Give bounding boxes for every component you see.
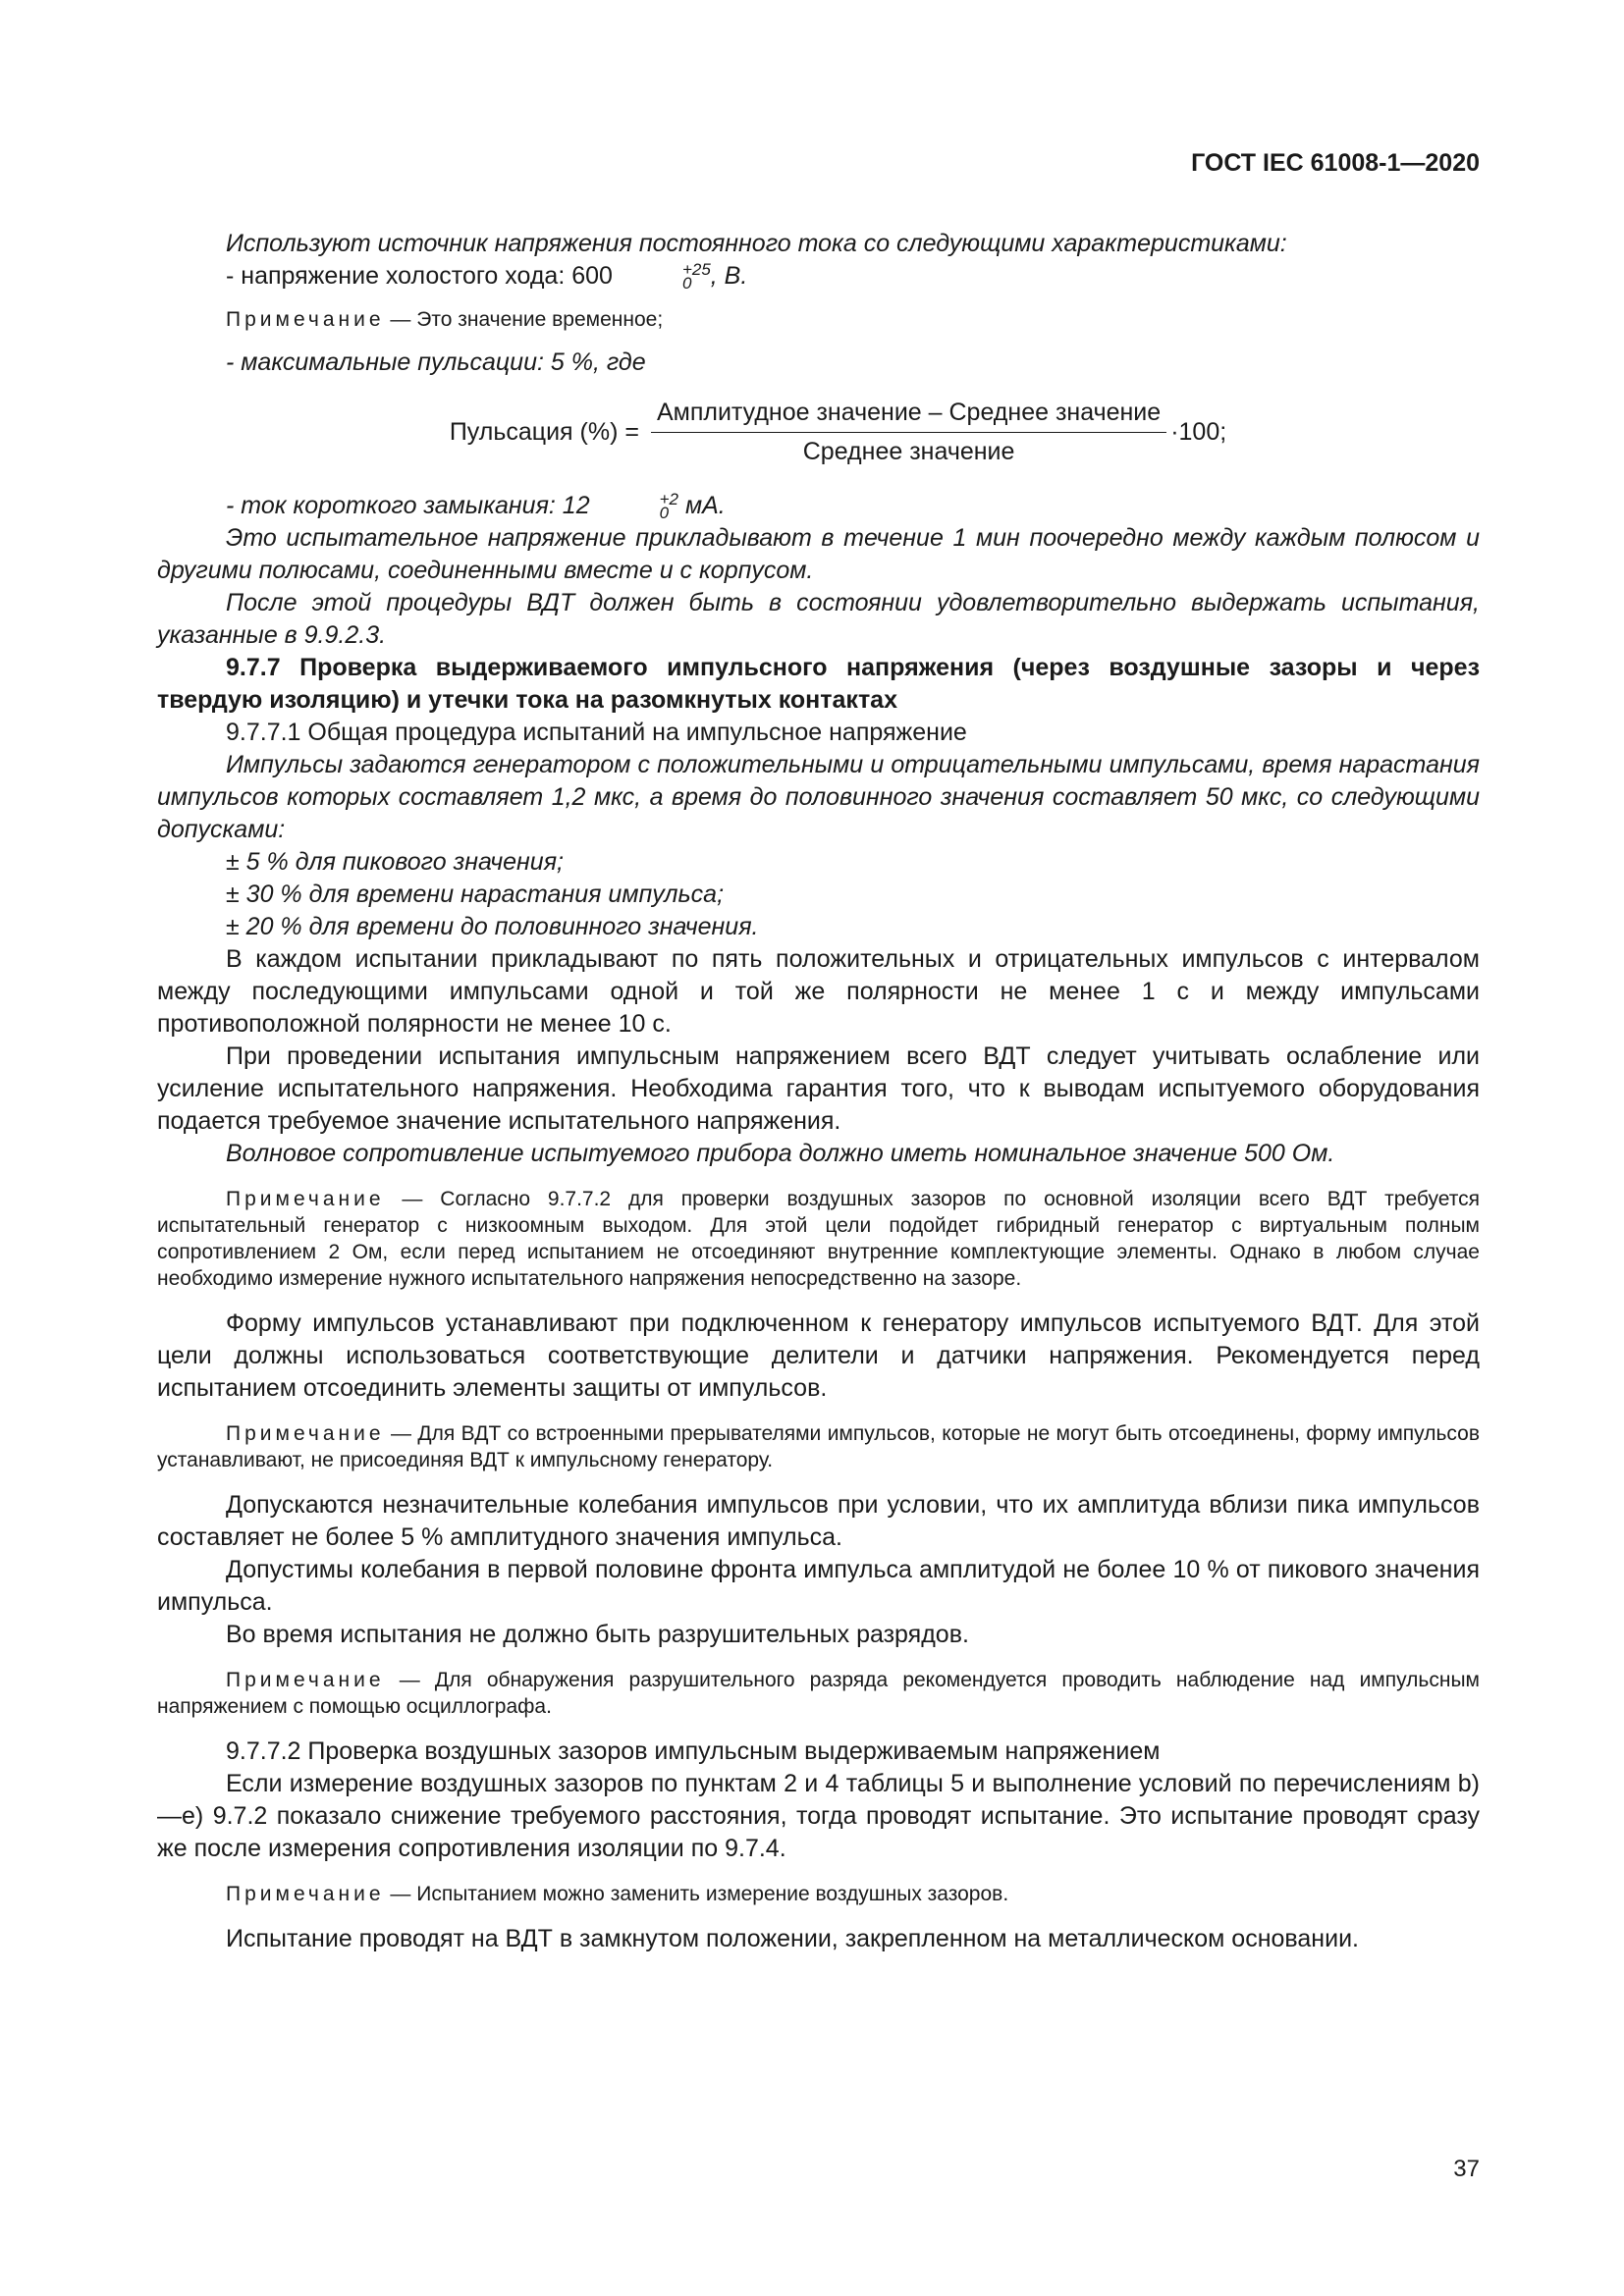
page-number: 37 — [1453, 2156, 1480, 2182]
note-generator — [157, 1186, 1480, 1292]
voltage-tolerance — [614, 260, 711, 294]
impulses-paragraph: Импульсы задаются генератором с положительными и отрицательными импульсами, время нарастания импульсов которых составляет 1,2 мкс, а время до половинного значения составляет 50 мкс, со следующими допусками: — [157, 751, 1480, 843]
tolerance-item: ± 5 % для пикового значения; — [226, 848, 564, 876]
intro-paragraph: Используют источник напряжения постоянного тока со следующими характеристиками: — [226, 230, 1287, 257]
note-temporary — [157, 306, 1480, 333]
note-label: Примечание — [226, 308, 385, 331]
current-line — [157, 490, 1480, 522]
apply-paragraph: Это испытательное напряжение прикладывают в течение 1 мин поочередно между каждым полюсом и другими полюсами, соединенными вместе и с корпусом. — [157, 524, 1480, 584]
closed-position-paragraph: Испытание проводят на ВДТ в замкнутом положении, закрепленном на металлическом основании. — [226, 1925, 1359, 1952]
note-text: Испытанием можно заменить измерение воздушных зазоров. — [416, 1883, 1009, 1905]
voltage-tol-upper: +25 — [681, 260, 711, 280]
current-tol-upper: +2 — [659, 490, 679, 509]
no-discharge-paragraph: Во время испытания не должно быть разрушительных разрядов. — [226, 1621, 969, 1648]
note-text: Для ВДТ со встроенными прерывателями импульсов, которые не могут быть отсоединены, форму импульсов устанавливают, не присоединяя ВДТ к импульсному генератору. — [157, 1422, 1480, 1471]
heading-9772: 9.7.7.2 Проверка воздушных зазоров импульсным выдерживаемым напряжением — [226, 1737, 1161, 1765]
formula-numerator: Амплитудное значение – Среднее значение — [651, 397, 1166, 433]
current-unit: мА. — [678, 492, 726, 519]
note-replace — [157, 1881, 1480, 1907]
tolerance-item: ± 30 % для времени нарастания импульса; — [226, 881, 725, 908]
note-dash: — — [390, 308, 411, 331]
attenuation-paragraph: При проведении испытания импульсным напряжением всего ВДТ следует учитывать ослабление или усиление испытательного напряжения. Необходима гарантия того, что к выводам испытуемого оборудования подается требуемое значение испытательного напряжения. — [157, 1042, 1480, 1135]
formula-denominator: Среднее значение — [802, 438, 1015, 465]
standard-header: ГОСТ IEC 61008-1—2020 — [1191, 149, 1480, 177]
current-text: - ток короткого замыкания: 12 — [226, 492, 590, 519]
heading-9771: 9.7.7.1 Общая процедура испытаний на импульсное напряжение — [226, 719, 967, 746]
note-dash: — — [390, 1883, 411, 1905]
formula-fraction — [651, 397, 1166, 468]
voltage-tol-lower: 0 — [681, 274, 692, 294]
note-interrupters — [157, 1420, 1480, 1473]
formula-lhs: Пульсация (%) = — [449, 418, 639, 446]
clearance-paragraph: Если измерение воздушных зазоров по пунктам 2 и 4 таблицы 5 и выполнение условий по перечислениям b)—e) 9.7.2 показало снижение требуемого расстояния, тогда проводят испытание. Это испытание проводят сразу же после измерения сопротивления изоляции по 9.7.4. — [157, 1770, 1480, 1862]
note-label: Примечание — [226, 1188, 385, 1210]
note-dash: — — [402, 1188, 423, 1210]
shape-paragraph: Форму импульсов устанавливают при подключенном к генератору импульсов испытуемого ВДТ. Для этой цели должны использоваться соответствующие делители и датчики напряжения. Рекомендуется перед испытанием отсоединить элементы защиты от импульсов. — [157, 1309, 1480, 1402]
formula-rhs: ·100; — [1170, 418, 1227, 446]
voltage-unit: , В. — [710, 262, 748, 290]
note-label: Примечание — [226, 1422, 385, 1445]
note-text: Это значение временное; — [416, 308, 664, 331]
note-text: Для обнаружения разрушительного разряда рекомендуется проводить наблюдение над импульсным напряжением с помощью осциллографа. — [157, 1669, 1480, 1718]
note-label: Примечание — [226, 1669, 385, 1691]
note-dash: — — [390, 1422, 411, 1445]
note-text: Согласно 9.7.7.2 для проверки воздушных зазоров по основной изоляции всего ВДТ требуется испытательный генератор с низкоомным выходом. Для этой цели подойдет гибридный генератор с виртуальным полным сопротивлением 2 Ом, если перед испытанием не отсоединяют внутренние комплектующие элементы. Однако в любом случае необходимо измерение нужного испытательного напряжения непосредственно на зазоре. — [157, 1188, 1480, 1290]
current-tol-lower: 0 — [659, 504, 670, 523]
note-label: Примечание — [226, 1883, 385, 1905]
tolerance-item: ± 20 % для времени до половинного значения. — [226, 913, 759, 940]
ripple-formula — [157, 397, 1480, 468]
note-oscilloscope — [157, 1667, 1480, 1720]
page-body — [157, 228, 1480, 1955]
heading-977: 9.7.7 Проверка выдерживаемого импульсного напряжения (через воздушные зазоры и через твердую изоляцию) и утечки тока на разомкнутых контактах — [157, 654, 1480, 714]
note-dash: — — [399, 1669, 420, 1691]
oscillation-front-paragraph: Допустимы колебания в первой половине фронта импульса амплитудой не более 10 % от пикового значения импульса. — [157, 1556, 1480, 1616]
five-impulses-paragraph: В каждом испытании прикладывают по пять положительных и отрицательных импульсов с интервалом между последующими импульсами одной и той же полярности не менее 1 с и между импульсами противоположной полярности не менее 10 с. — [157, 945, 1480, 1038]
voltage-text: - напряжение холостого хода: 600 — [226, 262, 613, 290]
current-tolerance — [591, 490, 679, 523]
voltage-line — [157, 260, 1480, 293]
ripple-line: - максимальные пульсации: 5 %, где — [226, 348, 646, 376]
after-paragraph: После этой процедуры ВДТ должен быть в состоянии удовлетворительно выдержать испытания, указанные в 9.9.2.3. — [157, 589, 1480, 649]
oscillation-paragraph: Допускаются незначительные колебания импульсов при условии, что их амплитуда вблизи пика импульсов составляет не более 5 % амплитудного значения импульса. — [157, 1491, 1480, 1551]
wave-impedance-paragraph: Волновое сопротивление испытуемого прибора должно иметь номинальное значение 500 Ом. — [226, 1140, 1335, 1167]
